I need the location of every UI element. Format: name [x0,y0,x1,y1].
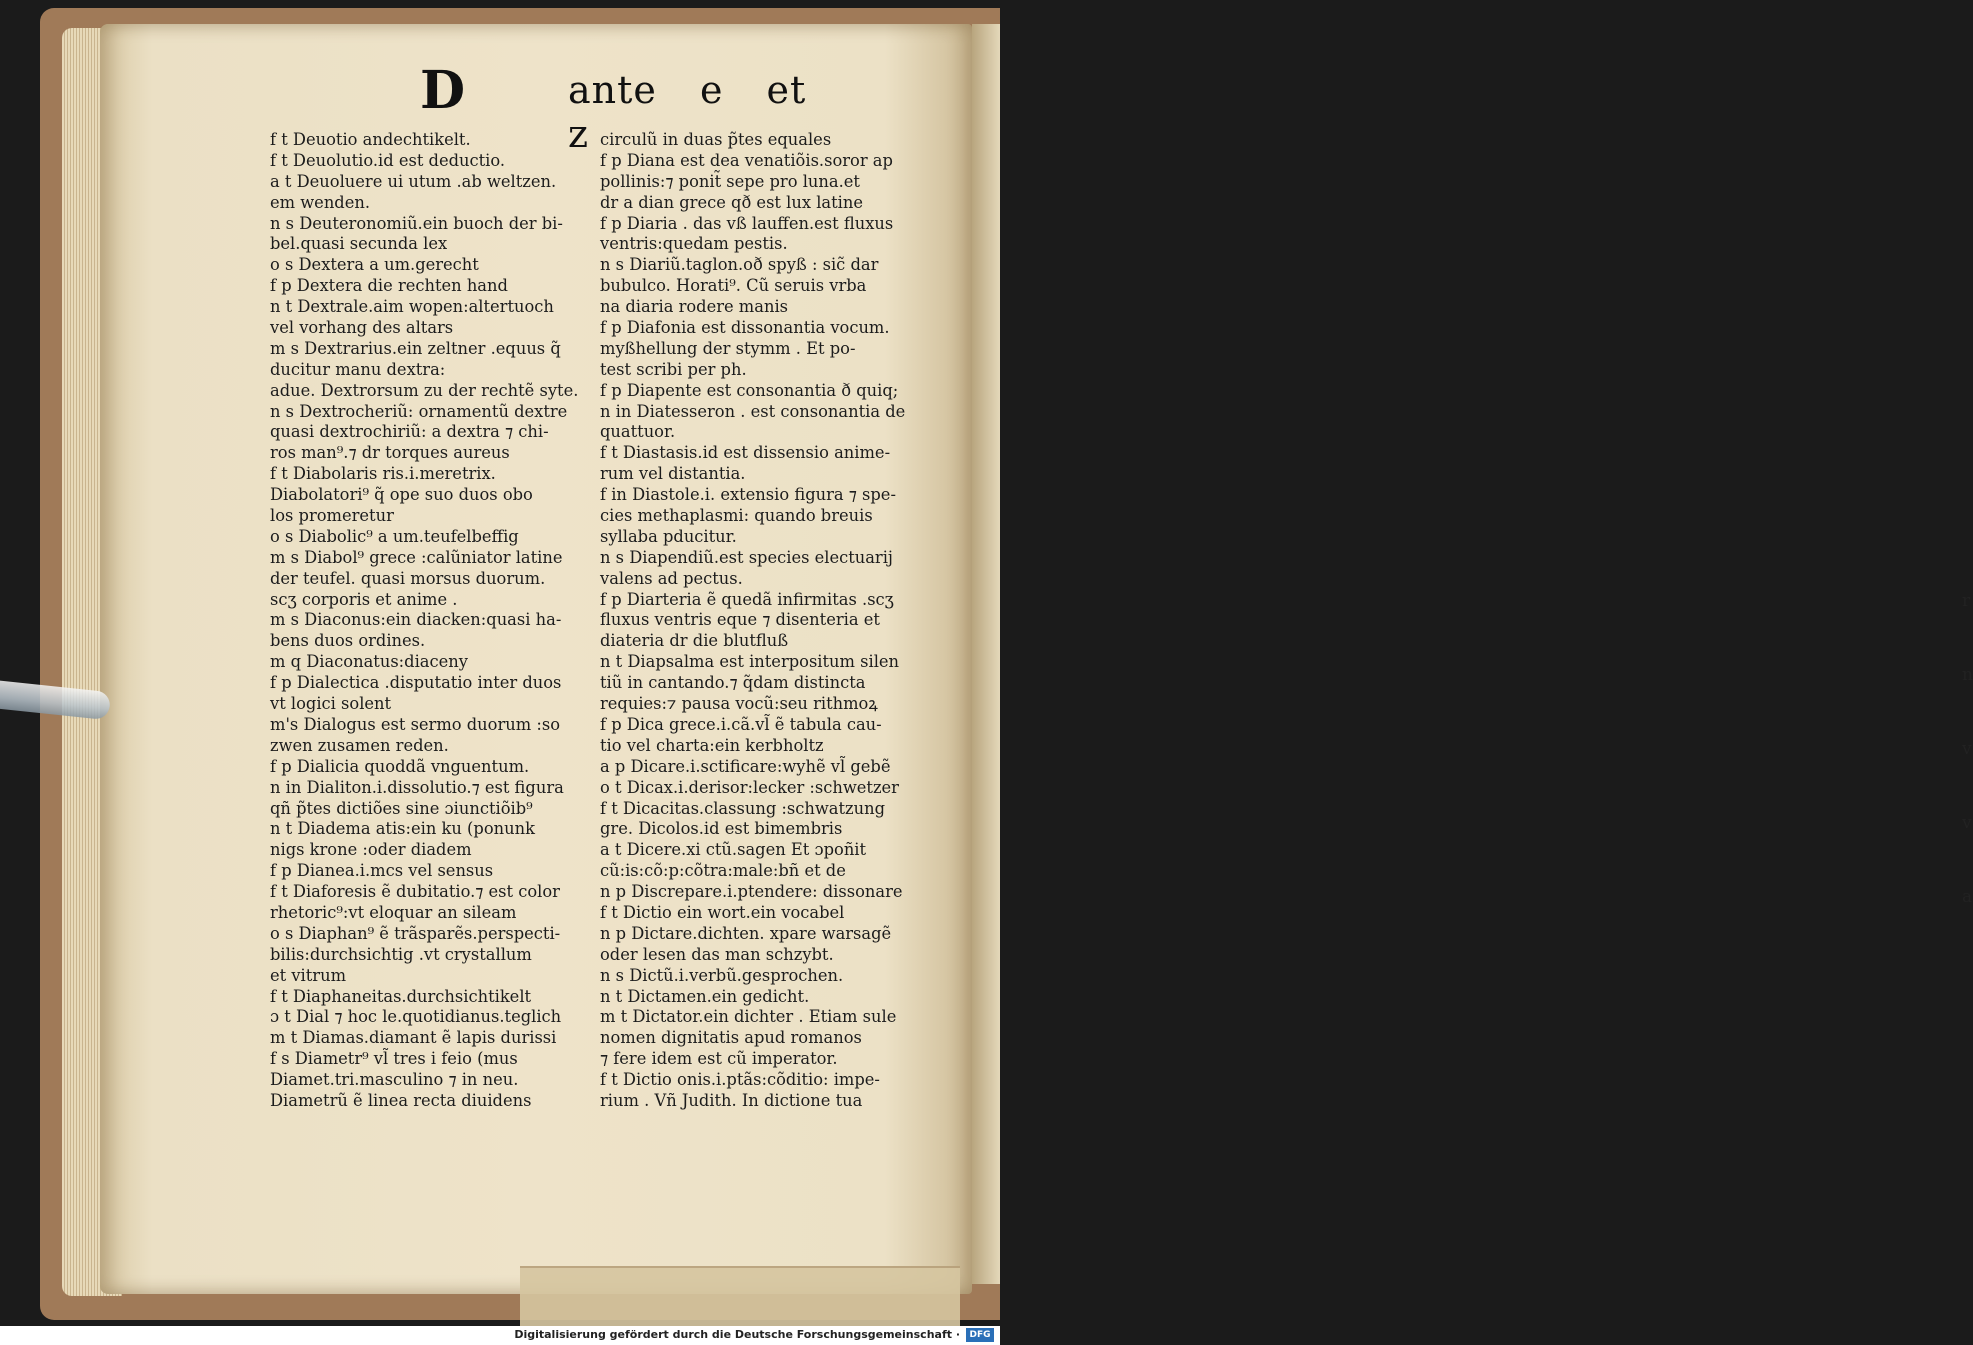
dictionary-line: Diamet.tri.masculino ⁊ in neu. [270,1070,519,1090]
dictionary-line: n t Dextrale.aim wopen:altertuoch [270,297,554,317]
dictionary-line: dr a dian grece qð est lux latine [600,192,863,212]
dictionary-line: m's Dialogus est sermo duorum :so [270,714,560,734]
dictionary-line: bubulco. Horati⁹. Cũ seruis vrba [600,276,867,296]
dictionary-line: f s Diametr⁹ vl̃ tres i feio (mus [270,1049,518,1069]
dictionary-line: tiũ in cantando.⁊ q̃dam distincta [600,673,866,693]
dictionary-line: bens duos ordines. [270,631,426,651]
right-column [600,130,912,1112]
dictionary-line: bilis:durchsichtig .vt crystallum [270,944,532,964]
dictionary-line: valens ad pectus. [600,568,743,588]
footer-credit: Digitalisierung gefördert durch die Deutsche Forschungsgemeinschaft · [514,1328,960,1341]
dictionary-line: vt logici solent [270,694,392,714]
dictionary-line: f p Dialicia quoddã vnguentum. [270,756,530,776]
edge-letter: n [1962,665,1973,685]
edge-letter: r [1962,591,1971,611]
dictionary-line: adue. Dextrorsum zu der rechtẽ syte. [270,380,579,400]
dictionary-line: f p Diapente est consonantia ð quiq; [600,380,899,400]
dictionary-line: f t Diaphaneitas.durchsichtikelt [270,986,532,1006]
dictionary-line: f p Diarteria ẽ quedã infirmitas .scʒ [600,589,894,609]
dictionary-line: vel vorhang des altars [270,318,454,338]
dictionary-line: n in Dialiton.i.dissolutio.⁊ est figura [270,777,564,797]
dictionary-line: a p Dicare.i.sctificare:wyhẽ vl̃ gebẽ [600,756,891,776]
dictionary-line: rium . Vñ Judith. In dictione tua [600,1090,863,1110]
dictionary-line: f t Dicacitas.classung :schwatzung [600,798,886,818]
dictionary-line: o s Diabolic⁹ a um.teufelbeffig [270,526,519,546]
dictionary-line: m t Dictator.ein dichter . Etiam sule [600,1007,897,1027]
dictionary-line: n p Dictare.dichten. xpare warsagẽ [600,923,892,943]
dictionary-line: f p Dica grece.i.cã.vl̃ ẽ tabula cau- [600,714,882,734]
dictionary-line: f t Dictio onis.i.ptãs:cõditio: impe- [600,1070,880,1090]
dictionary-line: m q Diaconatus:diaceny [270,652,468,672]
left-column [270,130,595,1112]
dictionary-line: f t Diabolaris ris.i.meretrix. [270,464,496,484]
dictionary-line: cies methaplasmi: quando breuis [600,506,873,526]
dictionary-line: oder lesen das man schzybt. [600,944,834,964]
edge-letter: a [1962,887,1973,907]
dictionary-line: zwen zusamen reden. [270,735,449,755]
dictionary-line: nomen dignitatis apud romanos [600,1028,862,1048]
dictionary-line: gre. Dicolos.id est bimembris [600,819,843,839]
adjacent-page-letters [1962,564,1973,934]
dictionary-line: m s Diaconus:ein diacken:quasi ha- [270,610,562,630]
dictionary-line: f p Diaria . das vß lauffen.est fluxus [600,213,894,233]
dictionary-line: ɔ t Dial ⁊ hoc le.quotidianus.teglich [270,1007,562,1027]
dictionary-line: f p Dextera die rechten hand [270,276,508,296]
dictionary-line: scʒ corporis et anime . [270,589,458,609]
dictionary-line: tio vel charta:ein kerbholtz [600,735,824,755]
dictionary-line: a t Deuoluere ui utum .ab weltzen. [270,171,557,191]
dictionary-line: f t Deuotio andechtikelt. [270,130,471,149]
dictionary-line: n s Diapendiũ.est species electuarij [600,547,893,567]
dictionary-line: diateria dr die blutfluß [600,631,789,651]
dictionary-line: qñ p̃tes dictiões sine ɔiunctiõib⁹ [270,798,533,818]
dictionary-line: Diametrũ ẽ linea recta diuidens [270,1090,532,1110]
edge-letter: v [1962,813,1972,833]
dictionary-line: f p Dianea.i.mcs vel sensus [270,861,494,881]
dictionary-line: circulũ in duas p̃tes equales [600,130,832,149]
dictionary-line: ⁊ fere idem est cũ imperator. [600,1049,838,1069]
dictionary-line: los promeretur [270,506,394,526]
dictionary-line: f p Dialectica .disputatio inter duos [270,673,562,693]
dictionary-line: m s Dextrarius.ein zeltner .equus q̃ [270,338,561,358]
dictionary-line: f t Dictio ein wort.ein vocabel [600,902,845,922]
dictionary-line: f t Diaforesis ẽ dubitatio.⁊ est color [270,882,560,902]
dictionary-line: em wenden. [270,192,371,212]
dictionary-line: n t Diadema atis:ein ku (ponunk [270,819,535,839]
dictionary-line: m s Diabol⁹ grece :calũniator latine [270,547,563,567]
dictionary-line: n s Diariũ.taglon.oð spyß : sic̃ dar [600,255,879,275]
dictionary-line: syllaba pducitur. [600,526,737,546]
edge-letter: v [1962,739,1972,759]
footer-bar [0,1326,1000,1345]
dictionary-line: Diabolatori⁹ q̃ ope suo duos obo [270,485,533,505]
dictionary-line: n p Discrepare.i.ptendere: dissonare [600,882,903,902]
dictionary-line: o t Dicax.i.derisor:lecker :schwetzer [600,777,899,797]
bottom-paper-strip [520,1266,960,1326]
dictionary-line: rum vel distantia. [600,464,746,484]
dictionary-line: test scribi per ph. [600,359,747,379]
dictionary-line: n s Deuteronomiũ.ein buoch der bi- [270,213,563,233]
dictionary-line: m t Diamas.diamant ẽ lapis durissi [270,1028,557,1048]
dictionary-line: rhetoric⁹:vt eloquar an sileam [270,902,517,922]
adjacent-page-edge [972,24,1973,1284]
dfg-logo: DFG [966,1328,994,1342]
dictionary-line: quasi dextrochiriũ: a dextra ⁊ chi- [270,422,549,442]
dictionary-line: a t Dicere.xi ctũ.sagen Et ɔpoñit [600,840,867,860]
dictionary-line: n in Diatesseron . est consonantia de [600,401,906,421]
dictionary-line: nigs krone :oder diadem [270,840,472,860]
dictionary-line: cũ:is:cõ:p:cõtra:male:bñ et de [600,861,846,881]
dictionary-line: f t Deuolutio.id est deductio. [270,150,506,170]
dictionary-line: ducitur manu dextra: [270,359,446,379]
dictionary-line: et vitrum [270,965,347,985]
dictionary-line: f p Diana est dea venatiõis.soror ap [600,150,893,170]
dictionary-line: myßhellung der stymm . Et po- [600,338,856,358]
dictionary-line: n s Dextrocheriũ: ornamentũ dextre [270,401,568,421]
dictionary-line: requies:⁊ pausa vocũ:seu rithmoꝝ [600,694,878,714]
dictionary-line: pollinis:⁊ ponit̃ sepe pro luna.et [600,171,860,191]
header-text: ante e et z [568,68,807,156]
dictionary-line: f p Diafonia est dissonantia vocum. [600,318,890,338]
dictionary-line: ventris:quedam pestis. [600,234,788,254]
dictionary-line: n t Dictamen.ein gedicht. [600,986,810,1006]
dictionary-line: quattuor. [600,422,676,442]
dictionary-line: na diaria rodere manis [600,297,789,317]
header-initial: D [420,60,466,121]
dictionary-line: n s Dictũ.i.verbũ.gesprochen. [600,965,844,985]
dictionary-line: bel.quasi secunda lex [270,234,448,254]
dictionary-line: n t Diapsalma est interpositum silen [600,652,900,672]
dictionary-line: o s Diaphan⁹ ẽ trãsparẽs.perspecti- [270,923,561,943]
dictionary-line: f t Diastasis.id est dissensio anime- [600,443,891,463]
dictionary-line: f in Diastole.i. extensio figura ⁊ spe- [600,485,896,505]
dictionary-line: o s Dextera a um.gerecht [270,255,479,275]
dictionary-line: der teufel. quasi morsus duorum. [270,568,546,588]
dictionary-line: fluxus ventris eque ⁊ disenteria et [600,610,880,630]
dictionary-line: ros man⁹.⁊ dr torques aureus [270,443,510,463]
